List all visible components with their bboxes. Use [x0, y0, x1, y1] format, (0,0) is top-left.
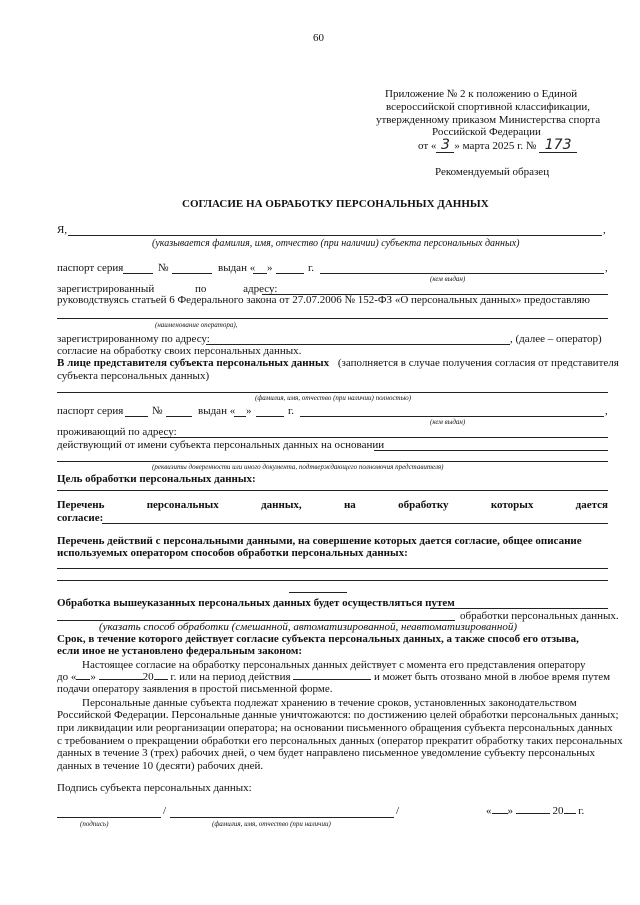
consent-own: согласие на обработку своих персональных данных. [57, 345, 302, 357]
caption-fio: (указывается фамилия, имя, отчество (при наличии) субъекта персональных данных) [152, 238, 520, 249]
valid-period-field[interactable] [293, 679, 371, 680]
passport-series-label: паспорт серия [57, 262, 124, 274]
passport-2-month-field[interactable] [256, 416, 284, 417]
appendix-line-2: всероссийской спортивной классификации, [386, 101, 591, 113]
term-line-1: Срок, в течение которого действует согласие субъекта персональных данных, а также способ его отзыва, [57, 633, 579, 645]
slash-2: / [396, 805, 400, 817]
storage-line-3: при ликвидации или реорганизации оператора; на основании письменного обращения субъекта персональных данных [57, 722, 613, 734]
caption-issued-by-2: (кем выдан) [430, 418, 466, 426]
valid-month-field[interactable] [99, 679, 143, 680]
acting-basis-field[interactable] [374, 450, 608, 451]
storage-line-6: данных в течение 10 (десяти) рабочих дней. [57, 760, 264, 772]
passport-2-day-field[interactable] [234, 416, 246, 417]
year-label: г. [308, 262, 315, 274]
term-line-2: если иное не установлено федеральным законом: [57, 645, 303, 657]
registered-to-label: зарегистрированному по адресу: [57, 333, 210, 345]
signature-fio-field[interactable] [170, 817, 394, 818]
passport-2-number-field[interactable] [166, 416, 192, 417]
operator-name-field[interactable] [57, 318, 608, 319]
guided-by-law: руководствуясь статьей 6 Федерального закона от 27.07.2006 № 152-ФЗ «О персональных данных» предоставляю [57, 294, 590, 306]
appendix-line-3: утвержденному приказом Министерства спорта [376, 114, 601, 126]
residing-address-field[interactable] [160, 437, 608, 438]
validity-line-1: Настоящее согласие на обработку персональных данных действует с момента его представления оператору [82, 659, 586, 671]
power-of-attorney-field[interactable] [57, 461, 608, 462]
representative-line: В лице представителя субъекта персональных данных (заполняется в случае получения согласия от представителя [57, 357, 619, 369]
data-list-field[interactable] [102, 523, 608, 524]
issued-month-field[interactable] [276, 273, 304, 274]
storage-line-2: Российской Федерации. Персональные данные уничтожаются: по достижению целей обработки персональных данных; [57, 709, 619, 721]
recommended-sample: Рекомендуемый образец [435, 166, 550, 178]
representative-line-2: субъекта персональных данных) [57, 370, 210, 382]
valid-year-field[interactable] [154, 679, 168, 680]
caption-signature: (подпись) [80, 820, 109, 828]
passport-2-issued-by-field[interactable] [300, 416, 604, 417]
passport-2-issued-label: выдан « [198, 405, 236, 417]
issued-by-field[interactable] [320, 273, 604, 274]
signature-label: Подпись субъекта персональных данных: [57, 782, 252, 794]
acting-label: действующий от имени субъекта персональных данных на основании [57, 439, 385, 451]
passport-2-label: паспорт серия [57, 405, 124, 417]
passport-number-field[interactable] [172, 273, 212, 274]
actions-line-2: используемых оператором способов обработки персональных данных: [57, 547, 408, 559]
residing-label: проживающий по адресу: [57, 426, 177, 438]
storage-line-4: с требованием о прекращении обработки его персональных данных (оператор прекратит обработку таких персональных [57, 735, 623, 747]
actions-field-3[interactable] [289, 592, 347, 593]
caption-method: (указать способ обработки (смешанной, автоматизированной, неавтоматизированной) [99, 621, 518, 633]
caption-power: (реквизиты доверенности или иного документа, подтверждающего полномочия представителя) [152, 463, 444, 471]
processing-suffix: обработки персональных данных. [460, 610, 619, 622]
appendix-date-prefix: от « [418, 140, 437, 152]
valid-day-field[interactable] [76, 679, 90, 680]
slash-1: / [163, 805, 167, 817]
validity-line-2: до « » 20 г. или на период действия и может быть отозвано мной в любое время путем [57, 671, 611, 683]
page-number: 60 [313, 32, 324, 44]
appendix-line-4: Российской Федерации [432, 126, 541, 138]
passport-2-number-sign: № [152, 405, 163, 417]
data-list-label: Перечень персональных данных, на обработку которых дается [57, 499, 608, 511]
processing-label: Обработка вышеуказанных персональных данных будет осуществляться путем [57, 597, 455, 609]
appendix-date-mid: » марта 2025 г. № [454, 140, 537, 152]
purpose-field[interactable] [57, 490, 608, 491]
passport-2-quote: » [246, 405, 252, 417]
caption-operator: (наименование оператора), [155, 321, 238, 329]
fio-field-line[interactable] [68, 235, 602, 236]
appendix-date [418, 139, 577, 153]
caption-signature-fio: (фамилия, имя, отчество (при наличии) [212, 820, 331, 828]
purpose-label: Цель обработки персональных данных: [57, 473, 256, 485]
storage-line-5: данных в течение 3 (трех) рабочих дней, о чем будет направлено письменное уведомление субъекту персональных [57, 747, 595, 759]
appendix-date-day: 3 [436, 139, 454, 153]
signature-field[interactable] [57, 817, 161, 818]
validity-line-3: подачи оператору заявления в простой письменной форме. [57, 683, 333, 695]
passport-number-sign: № [158, 262, 169, 274]
document-title: СОГЛАСИЕ НА ОБРАБОТКУ ПЕРСОНАЛЬНЫХ ДАННЫХ [182, 198, 489, 210]
sig-year-field[interactable] [564, 813, 576, 814]
caption-fio-full: (фамилия, имя, отчество (при наличии) полностью) [255, 394, 412, 402]
issued-label: выдан « [218, 262, 256, 274]
actions-line-1: Перечень действий с персональными данными, на совершение которых дается согласие, общее описание [57, 535, 582, 547]
passport-series-field[interactable] [123, 273, 153, 274]
appendix-line-1: Приложение № 2 к положению о Единой [385, 88, 578, 100]
processing-method-field[interactable] [430, 608, 608, 609]
caption-issued-by: (кем выдан) [430, 275, 466, 283]
passport-2-series-field[interactable] [125, 416, 148, 417]
representative-fio-field[interactable] [57, 392, 608, 393]
appendix-order-number: 173 [539, 139, 577, 153]
page: 60 Приложение № 2 к положению о Единой всероссийской спортивной классификации, утвержденному приказом Министерства спорта Российской Федерации от « 3 » марта 2025 г. № 173 Рекомендуемый образец СОГЛАСИЕ НА ОБРАБОТКУ ПЕРСОНАЛЬНЫХ ДАННЫХ Я, , (указывается фамилия, имя, отчество (при наличии) субъекта персональных данных) паспорт серия № выдан « » г. , (кем выдан) зарегистрированный по адресу: руководствуясь статьей 6 Федерального закона от 27.07.2006 № 152-ФЗ «О персональных данных» предоставляю (наименование оператора), зарегистрированному по адресу: , (далее – оператор) согласие на обработку своих персональных данных. В лице представителя субъекта персональных данных (заполняется в случае получения согласия от представителя субъекта персональных данных) (фамилия, имя, отчество (при наличии) полностью) паспорт серия № выдан « » г. , (кем выдан) проживающий по адресу: действующий от имени субъекта персональных данных на основании (реквизиты доверенности или иного документа, подтверждающего полномочия представителя) Цель обработки персональных данных: Перечень персональных данных, на обработку которых дается согласие: Перечень действий с персональными данными, на совершение которых дается согласие, общее описание используемых оператором способов обработки персональных данных: Обработка вышеуказанных персональных данных будет осуществляться путем обработки персональных данных. (указать способ обработки (смешанной, автоматизированной, неавтоматизированной) Срок, в течение которого действует согласие субъекта персональных данных, а также способ его отзыва, если иное не установлено федеральным законом: Настоящее согласие на обработку персональных данных действует с момента его представления оператору до « » 20 г. или на период действия и может быть отозвано мной в любое время путем подачи оператору заявления в простой письменной форме. Персональные данные субъекта подлежат хранению в течение сроков, установленных законодательством Российской Федерации. Персональные данные уничтожаются: по достижению целей обработки персональных данных; при ликвидации или реорганизации оператора; на основании письменного обращения субъекта персональных данных с требованием о прекращении обработки его персональных данных (оператор прекратит обработку таких персональных данных в течение 3 (трех) рабочих дней, о чем будет направлено письменное уведомление субъекту персональных данных в течение 10 (десяти) рабочих дней. Подпись субъекта персональных данных: / / « » 20 г. (подпись) (фамилия, имя, отчество (при наличии) [57, 32, 623, 828]
issued-day-field[interactable] [253, 273, 267, 274]
ya-label: Я, [57, 224, 68, 236]
actions-field-1[interactable] [57, 568, 608, 569]
actions-field-2[interactable] [57, 580, 608, 581]
quote-close: » [267, 262, 273, 274]
signature-date: « » 20 г. [486, 805, 585, 817]
passport-2-year: г. [288, 405, 295, 417]
sig-day-field[interactable] [492, 813, 508, 814]
operator-suffix: , (далее – оператор) [510, 333, 602, 345]
registered-label: зарегистрированный по адресу: [57, 283, 278, 295]
data-list-consent: согласие: [57, 512, 104, 524]
sig-month-field[interactable] [516, 813, 550, 814]
storage-line-1: Персональные данные субъекта подлежат хранению в течение сроков, установленных законодательством [82, 697, 577, 709]
